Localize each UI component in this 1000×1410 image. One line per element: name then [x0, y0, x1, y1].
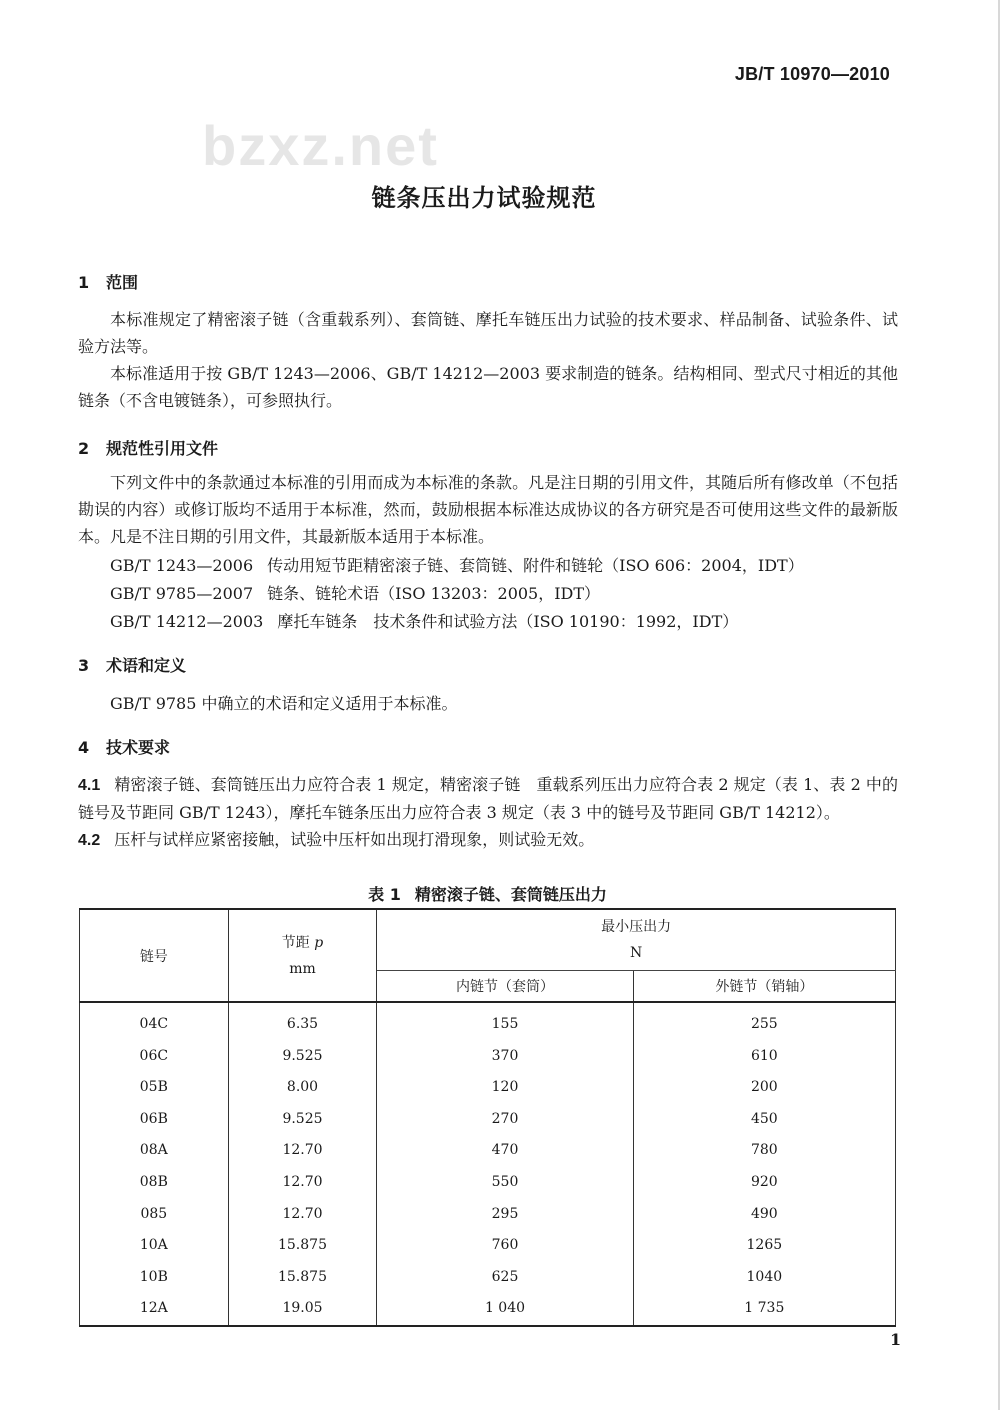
table-row — [80, 1230, 896, 1262]
table-row — [80, 1104, 896, 1136]
cell-pitch: 15.875 — [228, 1262, 377, 1294]
table-caption — [79, 884, 896, 906]
clause-4-2 — [78, 826, 898, 854]
clause-number: 4.1 — [78, 777, 101, 794]
cell-outer-force: 610 — [633, 1041, 895, 1073]
cell-chain-no: 08B — [80, 1167, 229, 1199]
reference-title: 传动用短节距精密滚子链、套筒链、附件和链轮（ISO 606：2004，IDT） — [267, 556, 804, 575]
cell-inner-force: 155 — [377, 1002, 633, 1041]
header-min-force — [377, 909, 896, 971]
cell-outer-force: 450 — [633, 1104, 895, 1136]
table-row — [80, 1262, 896, 1294]
cell-chain-no: 10B — [80, 1262, 229, 1294]
section-heading-2 — [78, 438, 218, 460]
section-1-paragraph-2: 本标准适用于按 GB/T 1243—2006、GB/T 14212—2003 要求制造的链条。结构相同、型式尺寸相近的其他链条（不含电镀链条），可参照执行。 — [78, 364, 898, 410]
clause-number: 4.2 — [78, 832, 101, 849]
section-2-paragraph-1: 下列文件中的条款通过本标准的引用而成为本标准的条款。凡是注日期的引用文件，其随后所有修改单（不包括勘误的内容）或修订版均不适用于本标准，然而，鼓励根据本标准达成协议的各方研究是否可使用这些文件的最新版本。凡是不注日期的引用文件，其最新版本适用于本标准。 — [78, 473, 898, 546]
header-min-force-label: 最小压出力 — [601, 919, 672, 935]
cell-pitch: 9.525 — [228, 1104, 377, 1136]
cell-pitch: 12.70 — [228, 1199, 377, 1231]
cell-outer-force: 1 735 — [633, 1293, 895, 1326]
table-caption-text: 精密滚子链、套筒链压出力 — [414, 885, 607, 904]
section-number: 4 — [78, 738, 90, 757]
cell-outer-force: 780 — [633, 1135, 895, 1167]
page-number: 1 — [890, 1330, 902, 1349]
table-body — [80, 1002, 896, 1326]
section-title: 术语和定义 — [106, 656, 187, 675]
cell-outer-force: 920 — [633, 1167, 895, 1199]
section-title: 技术要求 — [106, 738, 171, 757]
header-inner-link: 内链节（套筒） — [377, 971, 633, 1003]
table-row — [80, 1199, 896, 1231]
cell-pitch: 19.05 — [228, 1293, 377, 1326]
cell-inner-force: 120 — [377, 1072, 633, 1104]
cell-pitch: 9.525 — [228, 1041, 377, 1073]
cell-inner-force: 470 — [377, 1135, 633, 1167]
cell-outer-force: 1040 — [633, 1262, 895, 1294]
watermark: bzxz.net — [202, 114, 439, 177]
header-chain-no: 链号 — [80, 909, 229, 1002]
pressing-force-table — [79, 908, 896, 1327]
cell-inner-force: 625 — [377, 1262, 633, 1294]
table-row — [80, 1135, 896, 1167]
reference-title: 摩托车链条 技术条件和试验方法（ISO 10190：1992，IDT） — [277, 612, 739, 631]
pitch-label: 节距 — [281, 934, 310, 951]
reference-title: 链条、链轮术语（ISO 13203：2005，IDT） — [267, 584, 601, 603]
clauses — [78, 771, 898, 854]
table-row — [80, 1293, 896, 1326]
clause-text: 压杆与试样应紧密接触，试验中压杆如出现打滑现象，则试验无效。 — [114, 830, 595, 849]
section-number: 3 — [78, 656, 90, 675]
pitch-symbol: p — [314, 934, 324, 951]
header-pitch-unit: mm — [289, 960, 316, 977]
document-title-text: 链条压出力试验规范 — [371, 184, 597, 212]
cell-outer-force: 490 — [633, 1199, 895, 1231]
header-force-unit: N — [630, 945, 643, 961]
cell-pitch: 12.70 — [228, 1167, 377, 1199]
cell-pitch: 15.875 — [228, 1230, 377, 1262]
section-title: 范围 — [106, 273, 139, 292]
section-heading-3 — [78, 655, 186, 677]
table-block — [79, 884, 896, 1327]
table-row — [80, 1041, 896, 1073]
cell-chain-no: 10A — [80, 1230, 229, 1262]
cell-pitch: 8.00 — [228, 1072, 377, 1104]
clause-4-1 — [78, 771, 898, 826]
table-number: 表 1 — [368, 885, 401, 904]
cell-chain-no: 05B — [80, 1072, 229, 1104]
cell-inner-force: 760 — [377, 1230, 633, 1262]
header-outer-link: 外链节（销轴） — [633, 971, 895, 1003]
cell-pitch: 6.35 — [228, 1002, 377, 1041]
cell-inner-force: 270 — [377, 1104, 633, 1136]
section-1-paragraph-1: 本标准规定了精密滚子链（含重载系列）、套筒链、摩托车链压出力试验的技术要求、样品制备、试验条件、试验方法等。 — [78, 310, 898, 356]
table-row — [80, 1167, 896, 1199]
reference-item — [110, 552, 804, 579]
cell-outer-force: 1265 — [633, 1230, 895, 1262]
cell-inner-force: 1 040 — [377, 1293, 633, 1326]
section-3-paragraph-1: GB/T 9785 中确立的术语和定义适用于本标准。 — [110, 694, 458, 713]
table-row — [80, 1002, 896, 1041]
cell-chain-no: 04C — [80, 1002, 229, 1041]
section-number: 2 — [78, 439, 90, 458]
cell-outer-force: 255 — [633, 1002, 895, 1041]
cell-inner-force: 295 — [377, 1199, 633, 1231]
document-title — [0, 184, 1000, 212]
section-heading-1 — [78, 272, 138, 294]
cell-chain-no: 06C — [80, 1041, 229, 1073]
table-row — [80, 1072, 896, 1104]
reference-code: GB/T 1243—2006 — [110, 556, 254, 575]
reference-item — [110, 608, 738, 635]
header-pitch — [228, 909, 377, 1002]
section-number: 1 — [78, 273, 90, 292]
cell-chain-no: 08A — [80, 1135, 229, 1167]
reference-code: GB/T 9785—2007 — [110, 584, 254, 603]
cell-chain-no: 06B — [80, 1104, 229, 1136]
cell-inner-force: 370 — [377, 1041, 633, 1073]
section-heading-4 — [78, 737, 170, 759]
cell-outer-force: 200 — [633, 1072, 895, 1104]
cell-pitch: 12.70 — [228, 1135, 377, 1167]
reference-item — [110, 580, 600, 607]
cell-chain-no: 12A — [80, 1293, 229, 1326]
clause-text: 精密滚子链、套筒链压出力应符合表 1 规定，精密滚子链 重载系列压出力应符合表 2 规定（表 1、表 2 中的链号及节距同 GB/T 1243），摩托车链条压出力应符合表 3 规定（表 3 中的链号及节距同 GB/T 14212）。 — [78, 775, 898, 822]
cell-inner-force: 550 — [377, 1167, 633, 1199]
reference-code: GB/T 14212—2003 — [110, 612, 264, 631]
header-pitch-label — [229, 930, 377, 956]
section-title: 规范性引用文件 — [106, 439, 219, 458]
cell-chain-no: 085 — [80, 1199, 229, 1231]
standard-code: JB/T 10970—2010 — [734, 64, 890, 84]
